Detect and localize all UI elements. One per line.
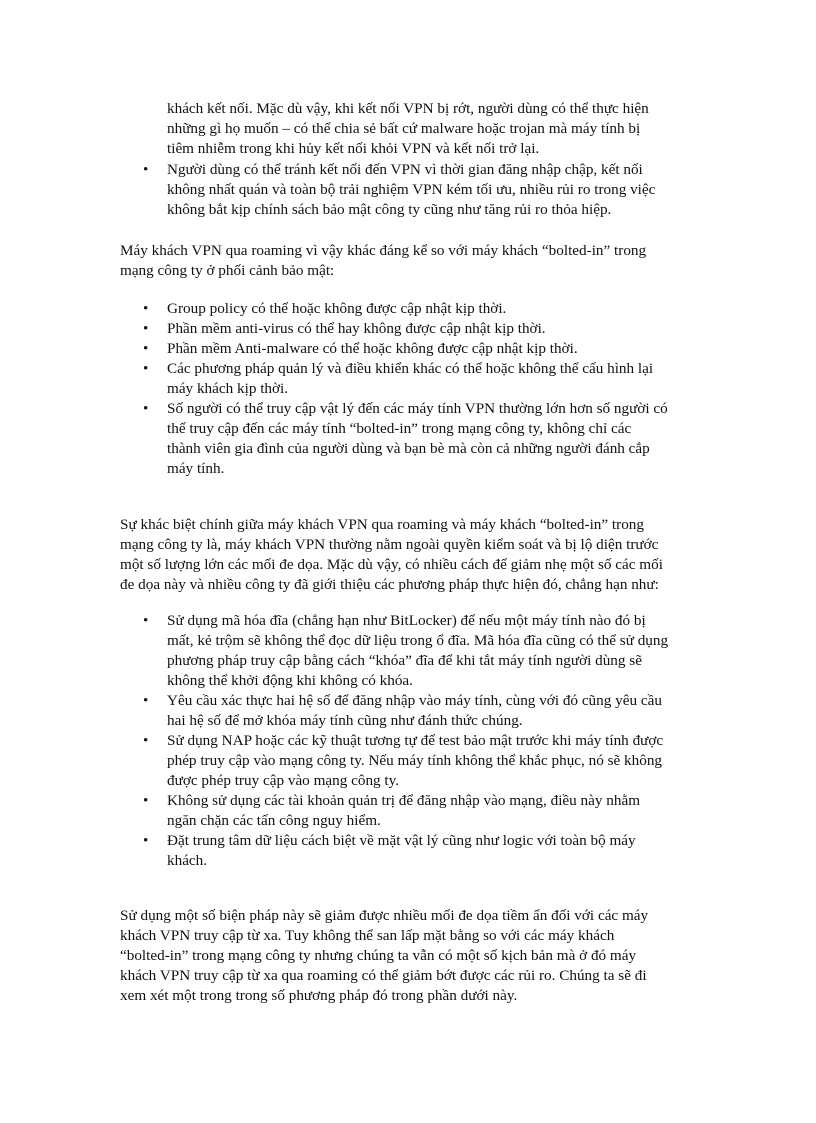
text-line: mạng công ty ở phối cảnh bảo mật: <box>120 262 335 279</box>
bullet-icon: • <box>143 320 149 337</box>
bullet-list-3 <box>120 611 700 871</box>
text-line: thể truy cập đến các máy tính “bolted-in” trong mạng công ty, không chỉ các <box>167 420 632 437</box>
text-line: phép truy cập vào mạng công ty. Nếu máy tính không thể khắc phục, nó sẽ không <box>167 752 663 769</box>
text-line: một số lượng lớn các mối đe dọa. Mặc dù vậy, có nhiều cách để giảm nhẹ một số các mối <box>120 556 663 573</box>
text-line: mất, kẻ trộm sẽ không thể đọc dữ liệu trong ổ đĩa. Mã hóa đĩa cũng có thể sử dụng <box>167 632 669 649</box>
text-line: phương pháp truy cập bằng cách “khóa” đĩa để khi tắt máy tính người dùng sẽ <box>167 652 642 669</box>
text-line: Máy khách VPN qua roaming vì vậy khác đáng kể so với máy khách “bolted-in” trong <box>120 242 647 259</box>
text-line: Không sử dụng các tài khoản quản trị để đăng nhập vào mạng, điều này nhằm <box>167 792 641 809</box>
text-line: Đặt trung tâm dữ liệu cách biệt về mặt vật lý cũng như logic với toàn bộ máy <box>167 832 636 849</box>
list-item <box>120 339 700 359</box>
text-line: được phép truy cập vào mạng công ty. <box>167 772 400 789</box>
text-line: Phần mềm Anti-malware có thể hoặc không được cập nhật kịp thời. <box>167 340 578 357</box>
text-line: Sử dụng mã hóa đĩa (chẳng hạn như BitLocker) để nếu một máy tính nào đó bị <box>167 612 646 629</box>
bullet-icon: • <box>143 612 149 629</box>
bullet-icon: • <box>143 360 149 377</box>
paragraph-3 <box>120 906 700 1006</box>
text-line: Sự khác biệt chính giữa máy khách VPN qua roaming và máy khách “bolted-in” trong <box>120 516 644 533</box>
bullet-icon: • <box>143 832 149 849</box>
list-item <box>120 319 700 339</box>
text-line: Yêu cầu xác thực hai hệ số để đăng nhập vào máy tính, cùng với đó cũng yêu cầu <box>167 692 662 709</box>
text-line: ngăn chặn các tấn công nguy hiểm. <box>167 812 381 829</box>
text-line: Phần mềm anti-virus có thể hay không được cập nhật kịp thời. <box>167 320 546 337</box>
list-item <box>120 160 700 220</box>
bullet-icon: • <box>143 792 149 809</box>
list-item <box>120 731 700 791</box>
bullet-icon: • <box>143 340 149 357</box>
text-line: Group policy có thể hoặc không được cập nhật kịp thời. <box>167 300 507 317</box>
list-item <box>120 359 700 399</box>
list-item <box>120 791 700 831</box>
text-line: Sử dụng NAP hoặc các kỹ thuật tương tự để test bảo mật trước khi máy tính được <box>167 732 664 749</box>
text-line: Sử dụng một số biện pháp này sẽ giảm được nhiều mối đe dọa tiềm ẩn đối với các máy <box>120 907 649 924</box>
text-line: khách VPN truy cập từ xa qua roaming có thể giảm bớt được các rủi ro. Chúng ta sẽ đi <box>120 967 647 984</box>
text-line: những gì họ muốn – có thể chia sẻ bất cứ malware hoặc trojan mà máy tính bị <box>167 120 641 137</box>
list-item <box>120 831 700 871</box>
text-line: tiêm nhiễm trong khi hủy kết nối khỏi VPN và kết nối trở lại. <box>167 140 540 157</box>
text-line: hai hệ số để mở khóa máy tính cũng như đánh thức chúng. <box>167 712 523 729</box>
text-line: không bắt kịp chính sách bảo mật công ty cũng như tăng rủi ro thỏa hiệp. <box>167 201 612 218</box>
text-line: máy tính. <box>167 460 225 477</box>
text-line: Số người có thể truy cập vật lý đến các máy tính VPN thường lớn hơn số người có <box>167 400 668 417</box>
bullet-list-1 <box>120 160 700 220</box>
bullet-icon: • <box>143 692 149 709</box>
text-line: khách kết nối. Mặc dù vậy, khi kết nối VPN bị rớt, người dùng có thể thực hiện <box>167 100 649 117</box>
list-item <box>120 399 700 479</box>
text-line: không thể khởi động khi không có khóa. <box>167 672 413 689</box>
bullet-icon: • <box>143 300 149 317</box>
list-item <box>120 611 700 691</box>
text-line: không nhất quán và toàn bộ trải nghiệm VPN kém tối ưu, nhiều rủi ro trong việc <box>167 181 656 198</box>
text-line: mạng công ty là, máy khách VPN thường nằm ngoài quyền kiểm soát và bị lộ diện trước <box>120 536 659 553</box>
text-line: máy khách kịp thời. <box>167 380 289 397</box>
text-line: thành viên gia đình của người dùng và bạn bè mà còn cả những người đánh cắp <box>167 440 650 457</box>
bullet-icon: • <box>143 732 149 749</box>
text-line: Người dùng có thể tránh kết nối đến VPN vì thời gian đăng nhập chập, kết nối <box>167 161 643 178</box>
text-line: xem xét một trong trong số phương pháp đó trong phần dưới này. <box>120 987 518 1004</box>
paragraph-1 <box>120 241 700 281</box>
bullet-icon: • <box>143 400 149 417</box>
bullet-icon: • <box>143 161 149 178</box>
paragraph-2 <box>120 515 700 595</box>
text-line: Các phương pháp quản lý và điều khiển khác có thể hoặc không thể cấu hình lại <box>167 360 654 377</box>
text-line: “bolted-in” trong mạng công ty nhưng chúng ta vẫn có một số kịch bản mà ở đó máy <box>120 947 637 964</box>
list-item <box>120 299 700 319</box>
text-line: đe dọa này và nhiều công ty đã giới thiệu các phương pháp thực hiện đó, chẳng hạn như: <box>120 576 659 593</box>
continued-list-item <box>120 99 700 159</box>
bullet-list-2 <box>120 299 700 479</box>
list-item <box>120 691 700 731</box>
text-line: khách VPN truy cập từ xa. Tuy không thể san lấp mặt bằng so với các máy khách <box>120 927 615 944</box>
text-line: khách. <box>167 852 208 869</box>
